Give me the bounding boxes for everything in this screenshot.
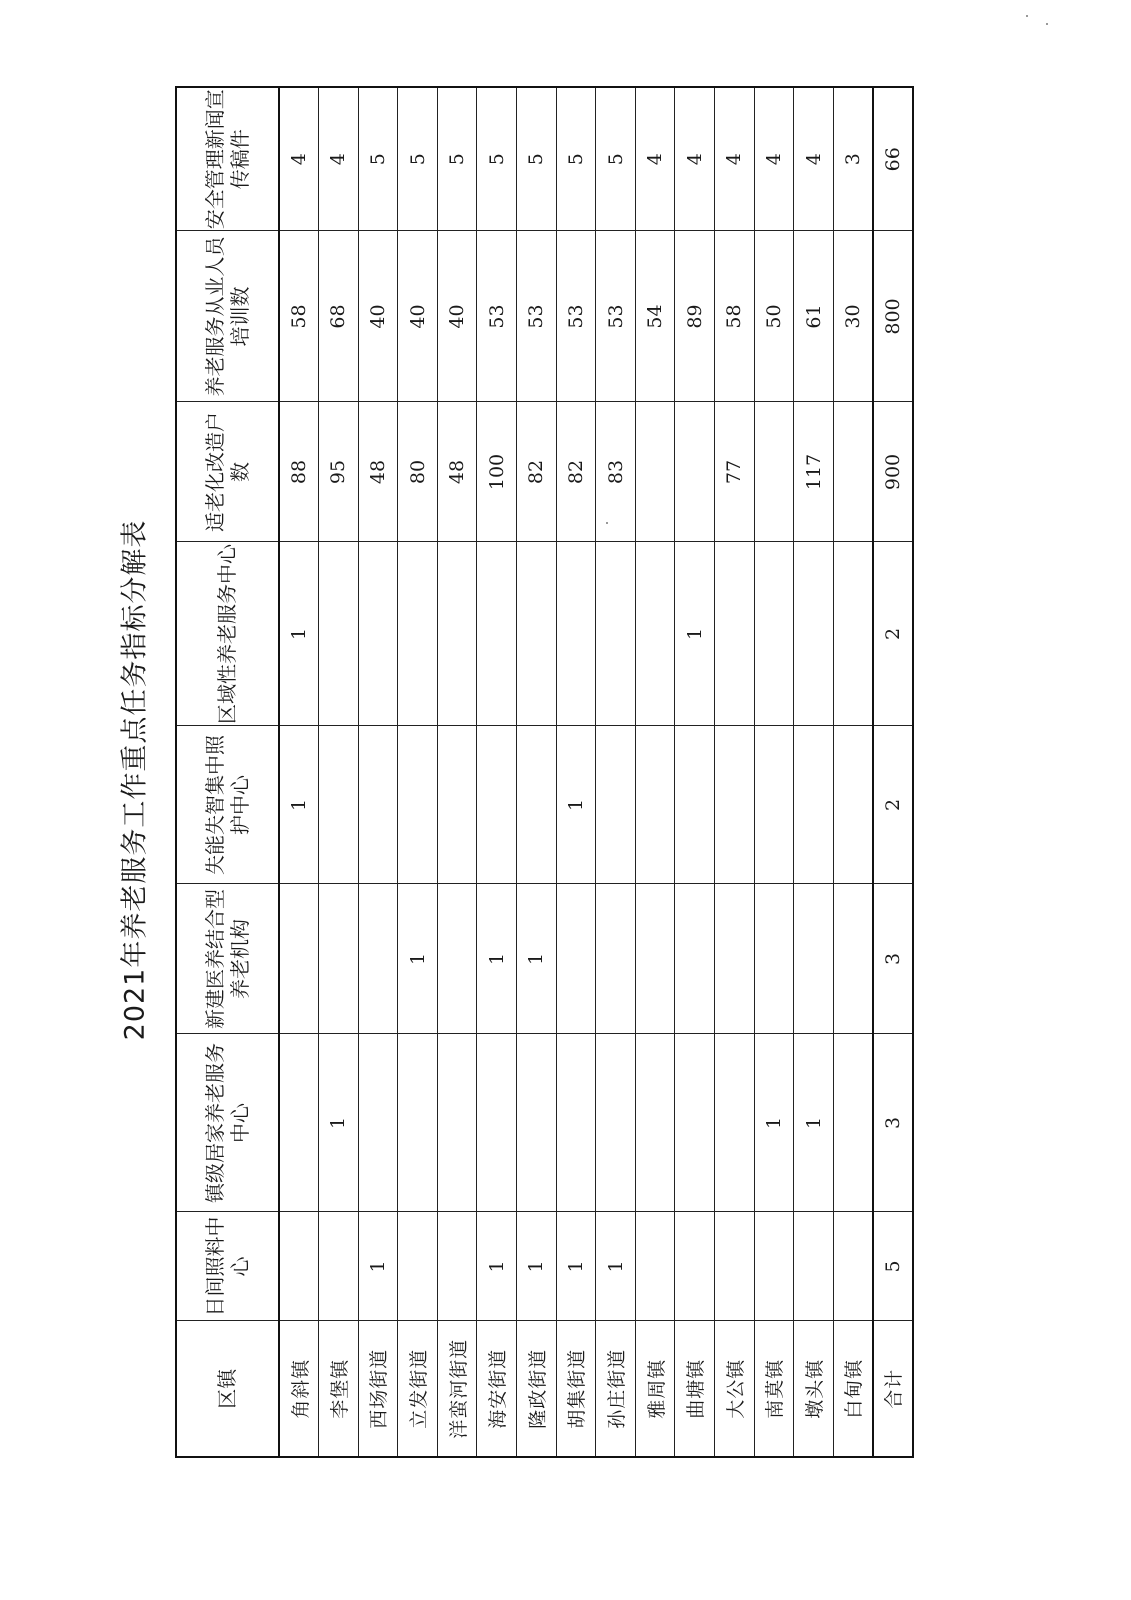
cell-regional-center	[754, 542, 794, 726]
cell-disability-care	[833, 726, 873, 884]
cell-regional-center: 1	[675, 542, 715, 726]
cell-day-care: 5	[873, 1212, 913, 1321]
cell-age-friendly-homes: 82	[556, 402, 596, 542]
cell-medical-care-inst	[754, 884, 794, 1034]
cell-regional-center	[635, 542, 675, 726]
cell-age-friendly-homes: 83	[596, 402, 636, 542]
cell-day-care: 1	[358, 1212, 398, 1321]
table-row	[398, 87, 438, 1457]
cell-medical-care-inst: 1	[398, 884, 438, 1034]
cell-town-home-care	[635, 1034, 675, 1212]
cell-staff-training: 89	[675, 231, 715, 402]
cell-day-care	[754, 1212, 794, 1321]
cell-staff-training: 54	[635, 231, 675, 402]
header-age-friendly-homes: 适老化改造户数	[176, 402, 279, 542]
header-staff-training: 养老服务从业人员培训数	[176, 231, 279, 402]
cell-safety-news: 5	[517, 87, 557, 231]
cell-medical-care-inst	[556, 884, 596, 1034]
cell-town-home-care	[675, 1034, 715, 1212]
cell-safety-news: 5	[596, 87, 636, 231]
cell-staff-training: 53	[596, 231, 636, 402]
cell-district: 角斜镇	[279, 1321, 319, 1457]
table-body	[279, 87, 913, 1457]
cell-regional-center	[794, 542, 834, 726]
cell-staff-training: 40	[358, 231, 398, 402]
header-row	[176, 87, 279, 1457]
cell-disability-care	[358, 726, 398, 884]
cell-town-home-care	[517, 1034, 557, 1212]
cell-age-friendly-homes: 82	[517, 402, 557, 542]
cell-district: 胡集街道	[556, 1321, 596, 1457]
cell-day-care	[398, 1212, 438, 1321]
cell-age-friendly-homes: 77	[715, 402, 755, 542]
cell-town-home-care	[437, 1034, 477, 1212]
cell-town-home-care	[596, 1034, 636, 1212]
cell-safety-news: 66	[873, 87, 913, 231]
cell-age-friendly-homes	[635, 402, 675, 542]
cell-district: 曲塘镇	[675, 1321, 715, 1457]
cell-town-home-care: 1	[794, 1034, 834, 1212]
cell-medical-care-inst	[635, 884, 675, 1034]
cell-disability-care	[437, 726, 477, 884]
table-row	[635, 87, 675, 1457]
cell-regional-center	[833, 542, 873, 726]
cell-town-home-care	[398, 1034, 438, 1212]
cell-medical-care-inst	[833, 884, 873, 1034]
cell-regional-center	[556, 542, 596, 726]
cell-regional-center	[517, 542, 557, 726]
cell-safety-news: 5	[437, 87, 477, 231]
table-row	[279, 87, 319, 1457]
cell-town-home-care	[358, 1034, 398, 1212]
cell-regional-center	[477, 542, 517, 726]
table-row	[833, 87, 873, 1457]
cell-district: 立发街道	[398, 1321, 438, 1457]
table-row	[754, 87, 794, 1457]
cell-day-care	[635, 1212, 675, 1321]
table-row	[715, 87, 755, 1457]
cell-district: 隆政街道	[517, 1321, 557, 1457]
cell-day-care: 1	[517, 1212, 557, 1321]
cell-town-home-care	[477, 1034, 517, 1212]
cell-regional-center	[319, 542, 359, 726]
cell-disability-care	[754, 726, 794, 884]
cell-age-friendly-homes: 88	[279, 402, 319, 542]
document-title: 2021年养老服务工作重点任务指标分解表	[119, 519, 151, 1041]
cell-medical-care-inst	[675, 884, 715, 1034]
cell-regional-center	[715, 542, 755, 726]
cell-day-care: 1	[556, 1212, 596, 1321]
table-row	[477, 87, 517, 1457]
header-medical-care-inst: 新建医养结合型养老机构	[176, 884, 279, 1034]
cell-town-home-care: 1	[319, 1034, 359, 1212]
cell-medical-care-inst	[715, 884, 755, 1034]
cell-safety-news: 5	[556, 87, 596, 231]
cell-day-care	[833, 1212, 873, 1321]
cell-age-friendly-homes	[833, 402, 873, 542]
cell-staff-training: 58	[279, 231, 319, 402]
cell-age-friendly-homes: 100	[477, 402, 517, 542]
cell-safety-news: 5	[358, 87, 398, 231]
cell-district: 洋蛮河街道	[437, 1321, 477, 1457]
table-row	[556, 87, 596, 1457]
cell-regional-center	[437, 542, 477, 726]
cell-disability-care: 1	[556, 726, 596, 884]
cell-age-friendly-homes	[675, 402, 715, 542]
table-row	[358, 87, 398, 1457]
cell-day-care: 1	[596, 1212, 636, 1321]
cell-medical-care-inst	[279, 884, 319, 1034]
cell-regional-center: 2	[873, 542, 913, 726]
cell-day-care	[319, 1212, 359, 1321]
cell-medical-care-inst	[596, 884, 636, 1034]
cell-safety-news: 4	[675, 87, 715, 231]
cell-day-care	[437, 1212, 477, 1321]
cell-staff-training: 58	[715, 231, 755, 402]
cell-staff-training: 30	[833, 231, 873, 402]
cell-age-friendly-homes: 48	[437, 402, 477, 542]
cell-disability-care	[794, 726, 834, 884]
cell-town-home-care	[715, 1034, 755, 1212]
cell-day-care	[279, 1212, 319, 1321]
cell-regional-center	[358, 542, 398, 726]
cell-medical-care-inst	[358, 884, 398, 1034]
cell-safety-news: 5	[398, 87, 438, 231]
cell-district: 南莫镇	[754, 1321, 794, 1457]
table-row	[319, 87, 359, 1457]
cell-day-care	[715, 1212, 755, 1321]
cell-disability-care	[715, 726, 755, 884]
header-district: 区镇	[176, 1321, 279, 1457]
cell-safety-news: 3	[833, 87, 873, 231]
scan-speck	[1026, 15, 1028, 17]
table-row	[517, 87, 557, 1457]
table-row	[675, 87, 715, 1457]
cell-staff-training: 68	[319, 231, 359, 402]
scan-speck	[1046, 23, 1048, 25]
cell-medical-care-inst: 3	[873, 884, 913, 1034]
cell-medical-care-inst	[319, 884, 359, 1034]
cell-medical-care-inst: 1	[517, 884, 557, 1034]
cell-district: 西场街道	[358, 1321, 398, 1457]
cell-staff-training: 40	[398, 231, 438, 402]
cell-disability-care	[635, 726, 675, 884]
task-indicator-table	[175, 86, 914, 1458]
cell-safety-news: 5	[477, 87, 517, 231]
cell-district: 李堡镇	[319, 1321, 359, 1457]
cell-safety-news: 4	[319, 87, 359, 231]
cell-age-friendly-homes: 95	[319, 402, 359, 542]
cell-regional-center: 1	[279, 542, 319, 726]
table-container	[175, 88, 910, 1458]
header-regional-center: 区域性养老服务中心	[176, 542, 279, 726]
cell-age-friendly-homes: 48	[358, 402, 398, 542]
cell-district: 大公镇	[715, 1321, 755, 1457]
cell-district: 白甸镇	[833, 1321, 873, 1457]
cell-day-care: 1	[477, 1212, 517, 1321]
cell-age-friendly-homes	[754, 402, 794, 542]
cell-town-home-care	[833, 1034, 873, 1212]
cell-district: 孙庄街道	[596, 1321, 636, 1457]
total-row	[873, 87, 913, 1457]
cell-staff-training: 53	[517, 231, 557, 402]
cell-staff-training: 40	[437, 231, 477, 402]
cell-age-friendly-homes: 117	[794, 402, 834, 542]
cell-safety-news: 4	[279, 87, 319, 231]
cell-medical-care-inst	[794, 884, 834, 1034]
cell-disability-care: 2	[873, 726, 913, 884]
cell-safety-news: 4	[635, 87, 675, 231]
cell-disability-care	[675, 726, 715, 884]
cell-safety-news: 4	[794, 87, 834, 231]
cell-staff-training: 61	[794, 231, 834, 402]
cell-disability-care	[398, 726, 438, 884]
cell-age-friendly-homes: 80	[398, 402, 438, 542]
header-day-care: 日间照料中心	[176, 1212, 279, 1321]
cell-disability-care	[477, 726, 517, 884]
cell-medical-care-inst	[437, 884, 477, 1034]
cell-staff-training: 53	[556, 231, 596, 402]
table-row	[596, 87, 636, 1457]
cell-town-home-care: 3	[873, 1034, 913, 1212]
cell-town-home-care	[556, 1034, 596, 1212]
table-row	[437, 87, 477, 1457]
cell-day-care	[675, 1212, 715, 1321]
cell-staff-training: 53	[477, 231, 517, 402]
cell-safety-news: 4	[715, 87, 755, 231]
cell-age-friendly-homes: 900	[873, 402, 913, 542]
cell-town-home-care: 1	[754, 1034, 794, 1212]
cell-staff-training: 50	[754, 231, 794, 402]
document-title-container	[102, 460, 162, 1100]
rotated-table-frame	[175, 88, 910, 1458]
cell-disability-care	[517, 726, 557, 884]
cell-district: 合计	[873, 1321, 913, 1457]
cell-district: 墩头镇	[794, 1321, 834, 1457]
cell-medical-care-inst: 1	[477, 884, 517, 1034]
cell-disability-care	[596, 726, 636, 884]
cell-disability-care	[319, 726, 359, 884]
header-disability-care: 失能失智集中照护中心	[176, 726, 279, 884]
cell-regional-center	[398, 542, 438, 726]
cell-regional-center	[596, 542, 636, 726]
cell-town-home-care	[279, 1034, 319, 1212]
cell-district: 海安街道	[477, 1321, 517, 1457]
cell-day-care	[794, 1212, 834, 1321]
table-row	[794, 87, 834, 1457]
cell-safety-news: 4	[754, 87, 794, 231]
header-town-home-care: 镇级居家养老服务中心	[176, 1034, 279, 1212]
cell-disability-care: 1	[279, 726, 319, 884]
scan-speck	[606, 522, 608, 524]
cell-staff-training: 800	[873, 231, 913, 402]
cell-district: 雅周镇	[635, 1321, 675, 1457]
header-safety-news: 安全管理新闻宣传稿件	[176, 87, 279, 231]
